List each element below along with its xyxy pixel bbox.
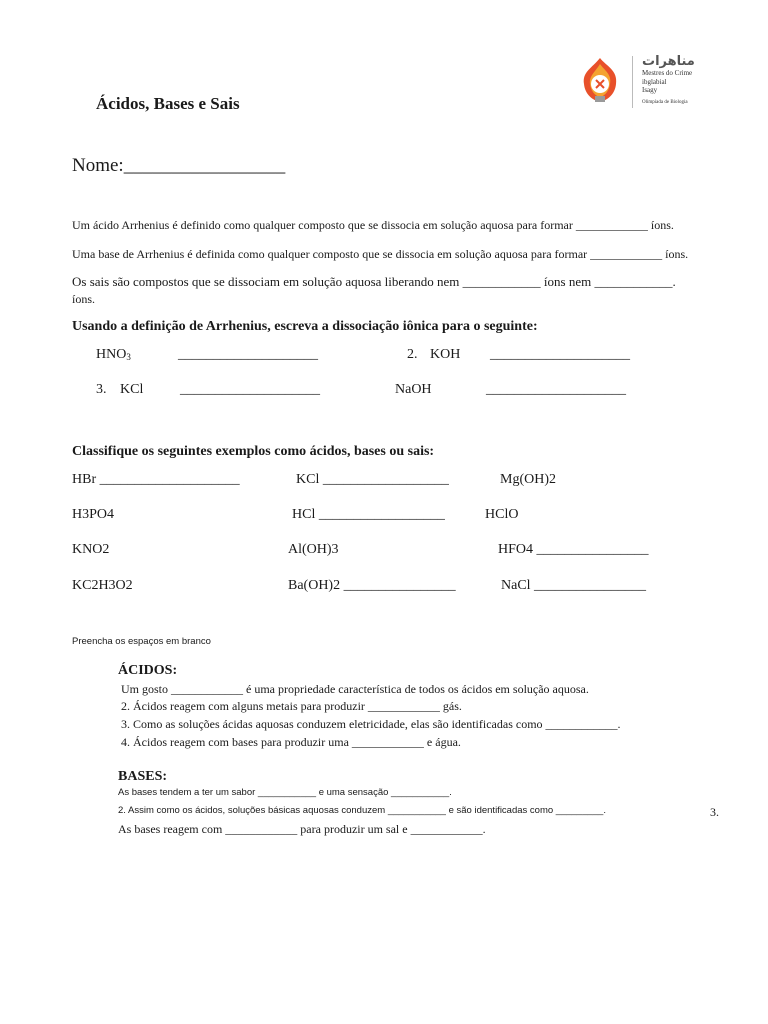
logo-arabic-text: مناهرات (642, 54, 695, 69)
intro-acid-definition: Um ácido Arrhenius é definido como qualquer composto que se dissocia em solução aquosa para formar ____________ íons. (72, 218, 674, 232)
olympiad-logo (576, 52, 702, 112)
logo-line2: ibglabial (642, 78, 667, 86)
base-line-2: 2. Assim como os ácidos, soluções básicas aquosas conduzem ___________ e são identificadas como _________. (118, 805, 606, 816)
fill-blanks-label: Preencha os espaços em branco (72, 636, 211, 647)
blank-koh: ____________________ (490, 347, 630, 362)
item-hno3 (96, 347, 131, 363)
item-number-2: 2. (407, 347, 418, 362)
logo-divider (632, 56, 633, 108)
base-line-1: As bases tendem a ter um sabor ___________ e uma sensação ___________. (118, 787, 452, 798)
base-number-3: 3. (710, 805, 719, 819)
classify-item: Mg(OH)2 (500, 472, 556, 487)
item-kcl: KCl (120, 382, 144, 397)
blank-hno3: ____________________ (178, 347, 318, 362)
name-field: Nome:_________________ (72, 155, 286, 176)
classify-item: NaCl ________________ (501, 578, 647, 593)
page-title: Ácidos, Bases e Sais (96, 94, 240, 113)
classify-item: HClO (485, 507, 519, 522)
formula: HNO (96, 347, 127, 362)
classify-item: KC2H3O2 (72, 578, 133, 593)
bases-heading: BASES: (118, 769, 168, 784)
classify-item: Ba(OH)2 ________________ (288, 578, 456, 593)
classify-heading: Classifique os seguintes exemplos como ácidos, bases ou sais: (72, 444, 435, 459)
blank-kcl: ____________________ (180, 382, 320, 397)
logo-line1: Mestres do Crime (642, 69, 693, 77)
classify-item: KNO2 (72, 542, 110, 557)
subscript: 3 (126, 352, 131, 362)
classify-item: H3PO4 (72, 507, 115, 522)
item-number-3: 3. (96, 382, 107, 397)
classify-item: HFO4 ________________ (498, 542, 649, 557)
base-line-3: As bases reagem com ____________ para produzir um sal e ____________. (118, 822, 486, 836)
acids-heading: ÁCIDOS: (118, 663, 178, 678)
item-naoh: NaOH (395, 382, 432, 397)
intro-salt-definition: Os sais são compostos que se dissociam em solução aquosa liberando nem ____________ íons nem ____________. (72, 274, 676, 289)
acid-line-3: 3. Como as soluções ácidas aquosas conduzem eletricidade, elas são identificadas como ____________. (121, 717, 621, 731)
classify-item: Al(OH)3 (288, 542, 339, 557)
intro-base-definition: Uma base de Arrhenius é definida como qualquer composto que se dissocia em solução aquosa para formar ____________ íons. (72, 247, 689, 261)
logo-line3: Isagy (642, 86, 658, 94)
acid-line-4: 4. Ácidos reagem com bases para produzir uma ____________ e água. (121, 735, 461, 749)
classify-item: HBr ____________________ (72, 472, 240, 487)
intro-salt-definition-cont: íons. (72, 292, 96, 306)
blank-naoh: ____________________ (486, 382, 626, 397)
acid-line-2: 2. Ácidos reagem com alguns metais para produzir ____________ gás. (121, 699, 462, 713)
lightbulb-flame-icon (576, 56, 624, 108)
dissociation-heading: Usando a definição de Arrhenius, escreva a dissociação iônica para o seguinte: (72, 319, 538, 334)
logo-line4: Olimpíada de Biologia (642, 100, 688, 105)
classify-item: KCl __________________ (296, 472, 449, 487)
classify-item: HCl __________________ (292, 507, 445, 522)
item-koh: KOH (430, 347, 461, 362)
acid-line-1: Um gosto ____________ é uma propriedade característica de todos os ácidos em solução aquosa. (121, 682, 589, 696)
